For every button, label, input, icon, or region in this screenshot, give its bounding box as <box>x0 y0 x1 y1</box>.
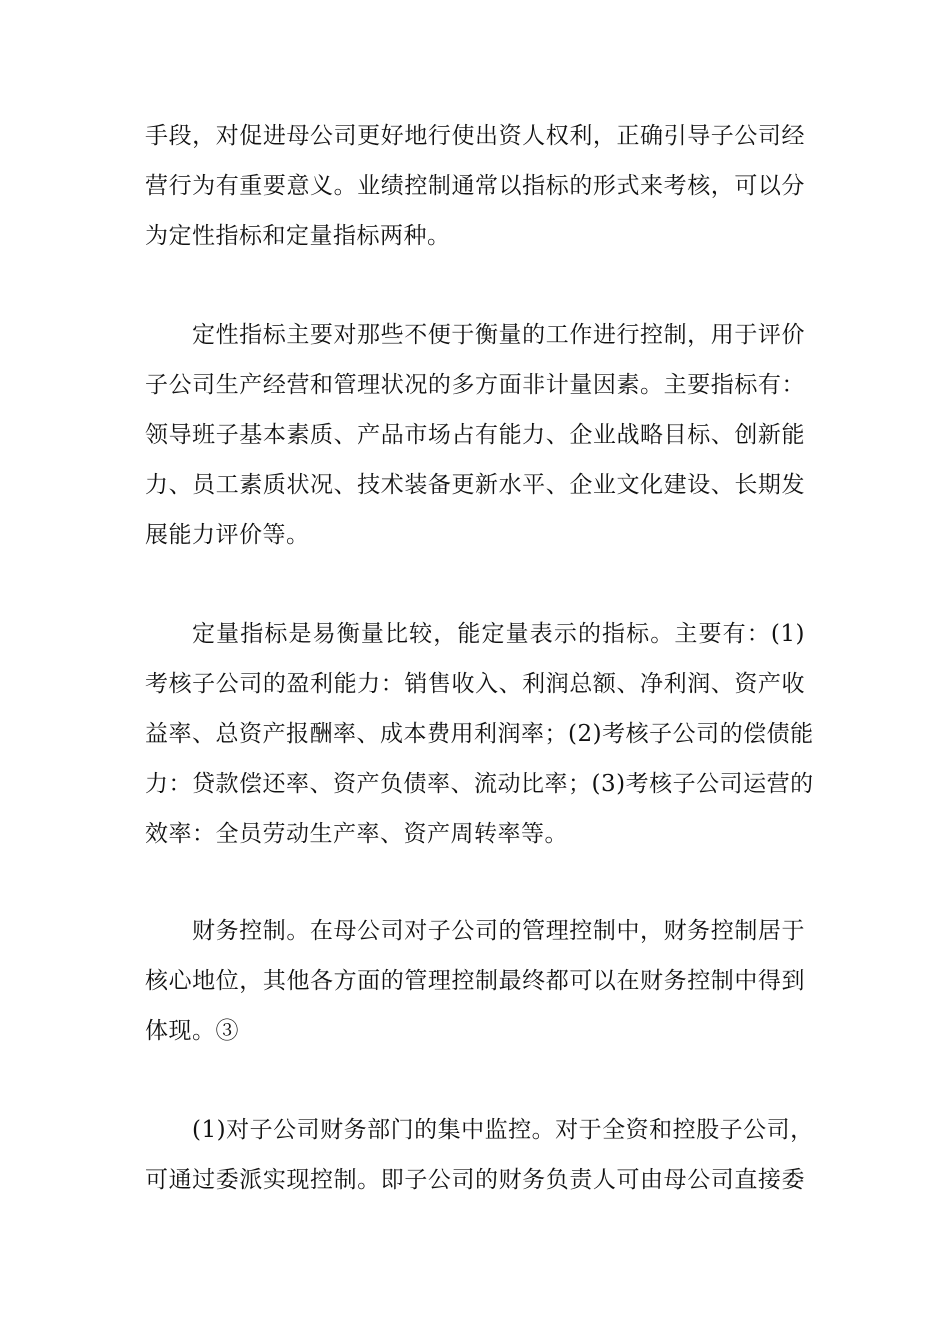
paragraph-finance-department-supervision <box>145 1105 814 1205</box>
paragraph-performance-control <box>145 111 805 261</box>
text-line: 手段，对促进母公司更好地行使出资人权利，正确引导子公司经 <box>145 123 805 149</box>
text-line: 展能力评价等。 <box>145 522 310 548</box>
text-line: 益率、总资产报酬率、成本费用利润率；(2)考核子公司的偿债能 <box>145 721 814 747</box>
paragraph-financial-control <box>145 906 805 1056</box>
text-line: 子公司生产经营和管理状况的多方面非计量因素。主要指标有： <box>145 372 805 398</box>
text-line: 定性指标主要对那些不便于衡量的工作进行控制，用于评价 <box>192 322 805 348</box>
text-line: 领导班子基本素质、产品市场占有能力、企业战略目标、创新能 <box>145 422 805 448</box>
text-line: 力、员工素质状况、技术装备更新水平、企业文化建设、长期发 <box>145 472 805 498</box>
text-line: 效率：全员劳动生产率、资产周转率等。 <box>145 821 568 847</box>
text-line: 定量指标是易衡量比较，能定量表示的指标。主要有：(1) <box>192 621 805 647</box>
text-line: 核心地位，其他各方面的管理控制最终都可以在财务控制中得到 <box>145 968 805 994</box>
text-line: 可通过委派实现控制。即子公司的财务负责人可由母公司直接委 <box>145 1167 805 1193</box>
paragraph-quantitative-indicators <box>145 609 814 859</box>
text-line: 考核子公司的盈利能力：销售收入、利润总额、净利润、资产收 <box>145 671 805 697</box>
text-line: 力：贷款偿还率、资产负债率、流动比率；(3)考核子公司运营的 <box>145 771 814 797</box>
text-line: 为定性指标和定量指标两种。 <box>145 223 451 249</box>
paragraph-qualitative-indicators <box>145 310 805 560</box>
text-line: (1)对子公司财务部门的集中监控。对于全资和控股子公司， <box>192 1117 814 1143</box>
text-line: 营行为有重要意义。业绩控制通常以指标的形式来考核，可以分 <box>145 173 805 199</box>
text-line: 财务控制。在母公司对子公司的管理控制中，财务控制居于 <box>192 918 805 944</box>
text-line: 体现。③ <box>145 1018 239 1044</box>
